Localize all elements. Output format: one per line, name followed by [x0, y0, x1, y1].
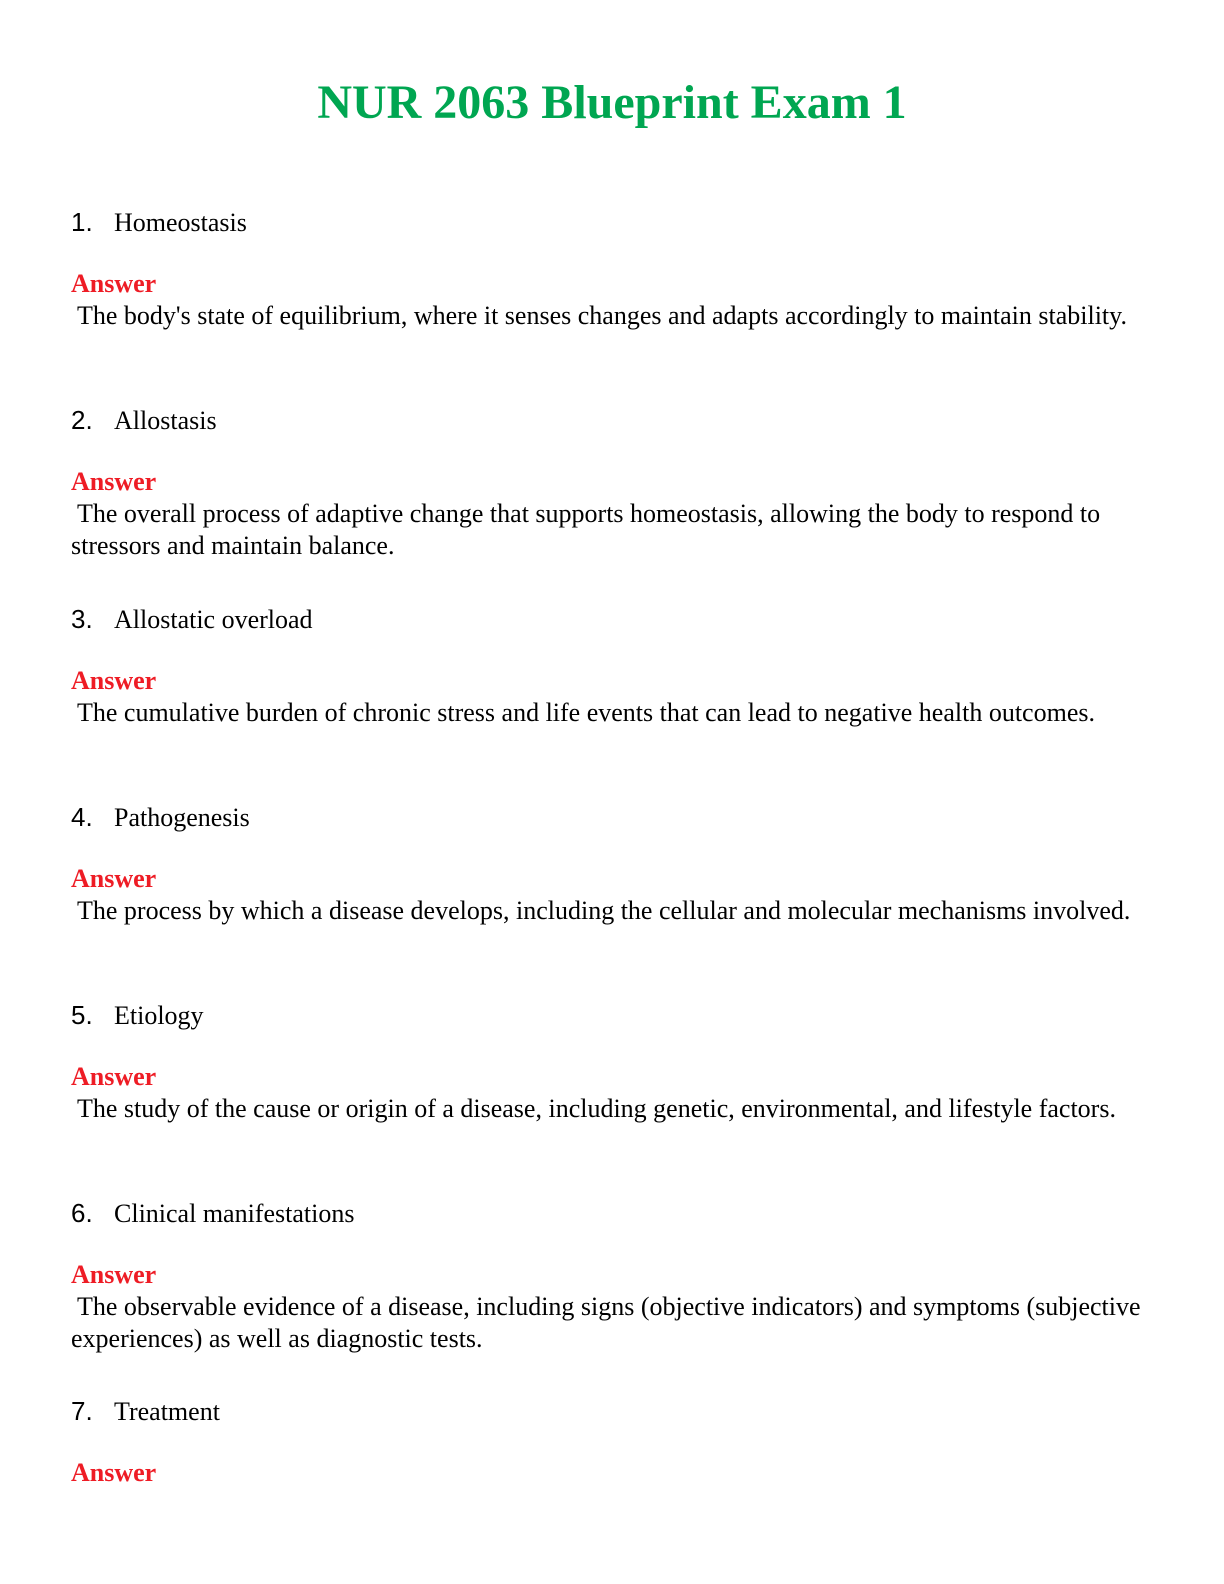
answer-text: The process by which a disease develops, including the cellular and molecular mechanisms involved. [77, 896, 1131, 925]
answer-label: Answer [71, 1260, 157, 1289]
answer-label: Answer [71, 1062, 157, 1091]
question-term: Allostatic overload [114, 605, 313, 634]
answer-text: The study of the cause or origin of a disease, including genetic, environmental, and lifestyle factors. [77, 1094, 1116, 1123]
question-number: 1. [71, 207, 93, 237]
question-line [71, 602, 1161, 636]
question-term: Clinical manifestations [114, 1199, 355, 1228]
answer-label: Answer [71, 666, 157, 695]
question-line [71, 1394, 1161, 1428]
question-item-3 [71, 602, 1161, 729]
question-line [71, 998, 1161, 1032]
answer-label: Answer [71, 269, 157, 298]
question-number: 5. [71, 1000, 93, 1030]
question-line [71, 205, 1161, 239]
question-item-5 [71, 998, 1161, 1125]
question-number: 4. [71, 802, 93, 832]
question-item-4 [71, 800, 1161, 927]
question-item-1 [71, 205, 1161, 332]
answer-text: The cumulative burden of chronic stress and life events that can lead to negative health outcomes. [77, 698, 1095, 727]
answer-label: Answer [71, 467, 157, 496]
question-term: Pathogenesis [114, 803, 250, 832]
question-line [71, 403, 1161, 437]
answer-text: The observable evidence of a disease, including signs (objective indicators) and symptoms (subjective experiences) as well as diagnostic tests. [71, 1292, 1141, 1353]
question-number: 7. [71, 1396, 93, 1426]
question-term: Allostasis [114, 406, 217, 435]
page-title: NUR 2063 Blueprint Exam 1 [317, 76, 907, 129]
question-number: 2. [71, 405, 93, 435]
answer-text: The body's state of equilibrium, where it senses changes and adapts accordingly to maintain stability. [77, 301, 1127, 330]
question-number: 3. [71, 604, 93, 634]
question-number: 6. [71, 1198, 93, 1228]
answer-label: Answer [71, 864, 157, 893]
question-item-7 [71, 1394, 1161, 1489]
answer-text: The overall process of adaptive change that supports homeostasis, allowing the body to respond to stressors and maintain balance. [71, 499, 1101, 560]
question-term: Treatment [114, 1397, 220, 1426]
question-term: Homeostasis [114, 208, 247, 237]
question-line [71, 1196, 1161, 1230]
question-term: Etiology [114, 1001, 204, 1030]
question-item-2 [71, 403, 1161, 562]
answer-label: Answer [71, 1458, 157, 1487]
question-line [71, 800, 1161, 834]
question-item-6 [71, 1196, 1161, 1355]
